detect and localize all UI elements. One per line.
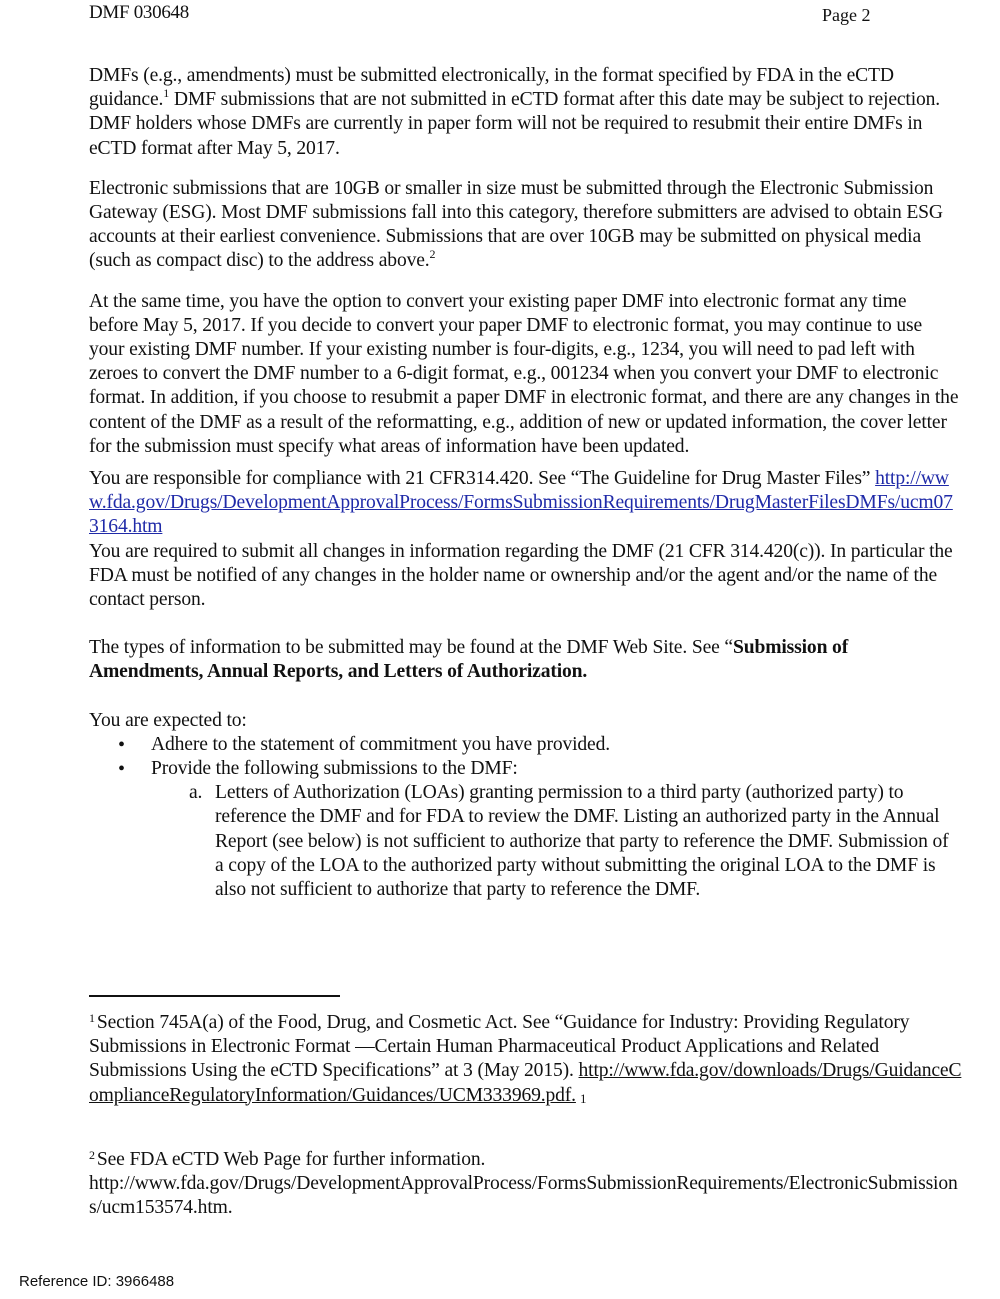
paragraph-compliance [89, 467, 959, 540]
footnote-ref-1[interactable]: 1 [163, 86, 170, 101]
footnote-1 [89, 1006, 969, 1111]
dmf-number: DMF 030648 [89, 2, 189, 23]
paragraph-conversion: At the same time, you have the option to convert your existing paper DMF into electronic format any time before May 5, 2017. If you decide to convert your paper DMF to electronic format, you may continue to use your existing DMF number. If your existing number is four-digits, e.g., 1234, you will need to pad left with zeroes to convert the DMF number to a 6-digit format, e.g., 001234 when you convert your DMF to electronic format. In addition, if you choose to resubmit a paper DMF in electronic format, and there are any changes in the content of the DMF as a result of the reformatting, e.g., addition of new or updated information, the cover letter for the submission must specify what areas of information have been updated. [89, 290, 959, 457]
paragraph-changes: You are required to submit all changes in information regarding the DMF (21 CFR 314.420(c)). In particular the FDA must be notified of any changes in the holder name or ownership and/or the agent and/or the name of the contact person. [89, 540, 953, 611]
reference-id: Reference ID: 3966488 [19, 1273, 175, 1290]
paragraph-esg [89, 177, 959, 274]
expectations-intro: You are expected to: [89, 709, 247, 731]
list-item-text: Provide the following submissions to the DMF: [151, 758, 518, 780]
footnote-2 [89, 1143, 969, 1221]
footnotes [89, 1006, 969, 1220]
paragraph-text: DMF submissions that are not submitted in eCTD format after this date may be subject to rejection. DMF holders whose DMFs are currently in paper form will not be required to resubmit their entire DMFs in eCTD format after May 5, 2017. [89, 89, 941, 159]
sublist-item-text: Letters of Authorization (LOAs) granting permission to a third party (authorized party) to reference the DMF and for FDA to review the DMF. Listing an authorized party in the Annual Report (see below) is not sufficient to authorize that party to reference the DMF. Submission of a copy of the LOA to the authorized party without submitting the original LOA to the DMF is also not sufficient to authorize that party to reference the DMF. [215, 782, 949, 901]
footnote-mark: 1 [89, 1011, 95, 1025]
paragraph-text: DMFs (e.g., amendments) must be submitted electronically, in the format specified by FDA in the eCTD guidance. [89, 65, 894, 111]
ectd-guidance-link[interactable]: http://www.fda.gov/downloads/Drugs/GuidanceComplianceRegulatoryInformation/Guidances/UCM333969.pdf. [89, 1060, 962, 1106]
paragraph-text: Electronic submissions that are 10GB or smaller in size must be submitted through the Electronic Submission Gateway (ESG). Most DMF submissions fall into this category, therefore submitters are advised to obtain ESG accounts at their earliest convenience. Submissions that are over 10GB may be submitted on physical media (such as compact disc) to the address above. [89, 177, 943, 272]
footnote-tail-mark: 1 [579, 1090, 587, 1106]
dmf-guideline-link[interactable]: http://www.fda.gov/Drugs/DevelopmentApprovalProcess/FormsSubmissionRequirements/DrugMasterFilesDMFs/ucm073164.htm [89, 468, 953, 538]
bold-reference-title: Submission of Amendments, Annual Reports, and Letters of Authorization. [89, 637, 849, 683]
paragraph-text: You are responsible for compliance with 21 CFR314.420. See “The Guideline for Drug Master Files” [89, 468, 876, 490]
footnote-text: See FDA eCTD Web Page for further information. [96, 1148, 486, 1170]
sublist-marker: a. [189, 782, 203, 804]
footnote-text: Section 745A(a) of the Food, Drug, and Cosmetic Act. See “Guidance for Industry: Providing Regulatory Submissions in Electronic Format —Certain Human Pharmaceutical Product Applications and Related Submissions Using the eCTD Specifications” at 3 (May 2015). [89, 1012, 910, 1082]
footnote-ref-2[interactable]: 2 [429, 247, 436, 262]
submissions-sublist [151, 781, 959, 902]
paragraph-text: The types of information to be submitted may be found at the DMF Web Site. See “ [89, 637, 733, 659]
sublist-item [189, 781, 959, 902]
ectd-web-page-url: http://www.fda.gov/Drugs/DevelopmentApprovalProcess/FormsSubmissionRequirements/ElectronicSubmissions/ucm153574.htm. [89, 1173, 958, 1219]
letter-body [89, 64, 959, 902]
paragraph-information-types [89, 636, 959, 684]
footnote-mark: 2 [89, 1147, 95, 1162]
list-item: • Adhere to the statement of commitment you have provided. [151, 733, 959, 757]
paragraph-ectd-requirement [89, 64, 959, 161]
page-number: Page 2 [822, 5, 871, 25]
expectations-list [89, 733, 959, 902]
expectations-section [89, 709, 959, 903]
list-item [151, 757, 959, 902]
footnote-divider [89, 995, 340, 997]
